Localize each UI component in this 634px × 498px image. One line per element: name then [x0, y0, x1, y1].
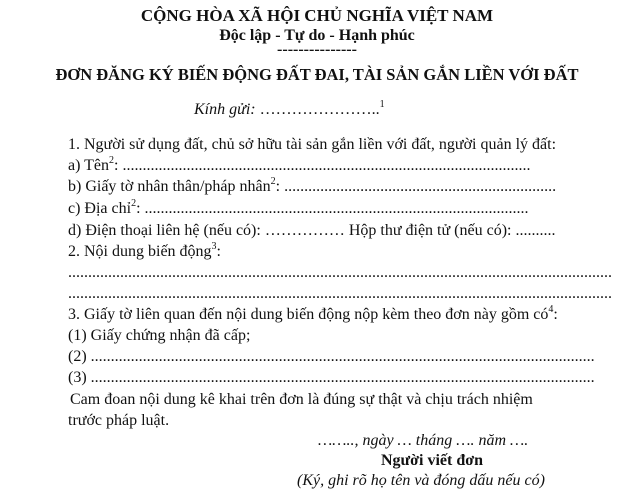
field-contact — [68, 222, 555, 240]
header-separator: --------------- — [277, 41, 357, 58]
signature-date: …….., ngày … tháng …. năm …. — [318, 432, 529, 449]
recipient-label: Kính gửi: — [194, 101, 260, 118]
section3-heading: 3. Giấy tờ liên quan đến nội dung biến động nộp kèm theo đơn này gồm $có^4$: — [68, 303, 558, 323]
field-phone: d) Điện thoại liên hệ (nếu có): …………… — [68, 222, 349, 239]
attachment-item: (3) .............................................................................................................................. — [68, 369, 595, 386]
footnote-marker: 2 — [270, 175, 276, 187]
footnote-marker: 2 — [109, 154, 115, 166]
section2-heading: 2. Nội dung biến động$^3$: — [68, 240, 221, 260]
field-name-label: a) Tên — [68, 157, 110, 174]
national-header: CỘNG HÒA XÃ HỘI CHỦ NGHĨA VIỆT NAM — [140, 6, 494, 25]
recipient-dots: ………………….. — [259, 101, 380, 118]
section2-blank-line: ........................................................................................................................................ — [68, 285, 612, 302]
attachment-item: (1) Giấy chứng nhận đã cấp; — [68, 327, 251, 344]
field-name — [68, 154, 531, 175]
field-email: Hộp thư điện tử (nếu có): .......... — [348, 222, 556, 239]
footnote-marker: 3 — [211, 240, 217, 252]
field-id-document-dots: : .................................................................... — [275, 178, 557, 195]
field-id-document-label: b) Giấy tờ nhân thân/pháp nhân — [68, 178, 271, 195]
field-address-label: c) Địa chỉ — [68, 200, 132, 217]
commitment-line-2: trước pháp luật. — [68, 412, 170, 429]
field-address-dots: : ................................................................................................ — [136, 200, 529, 217]
signature-instruction: (Ký, ghi rõ họ tên và đóng dấu nếu có) — [297, 472, 545, 489]
footnote-marker: 1 — [379, 98, 385, 110]
attachment-item: (2) .............................................................................................................................. — [68, 348, 595, 365]
national-motto: Độc lập - Tự do - Hạnh phúc — [219, 27, 415, 44]
form-title: ĐƠN ĐĂNG KÝ BIẾN ĐỘNG ĐẤT ĐAI, TÀI SẢN GẮN LIỀN VỚI ĐẤT — [55, 65, 579, 84]
recipient-line — [194, 98, 385, 119]
section1-heading: 1. Người sử dụng đất, chủ sở hữu tài sản gắn liền với đất, người quản lý đất: — [68, 136, 557, 153]
signature-title: Người viết đơn — [381, 452, 483, 469]
footnote-marker: 2 — [131, 197, 137, 209]
field-name-dots: : ...................................................................................................... — [114, 157, 531, 174]
footnote-marker: 4 — [548, 303, 554, 315]
field-id-document — [68, 175, 557, 196]
commitment-line-1: Cam đoan nội dung kê khai trên đơn là đúng sự thật và chịu trách nhiệm — [70, 391, 533, 408]
section2-blank-line: ........................................................................................................................................ — [68, 264, 612, 281]
field-address — [68, 197, 529, 218]
